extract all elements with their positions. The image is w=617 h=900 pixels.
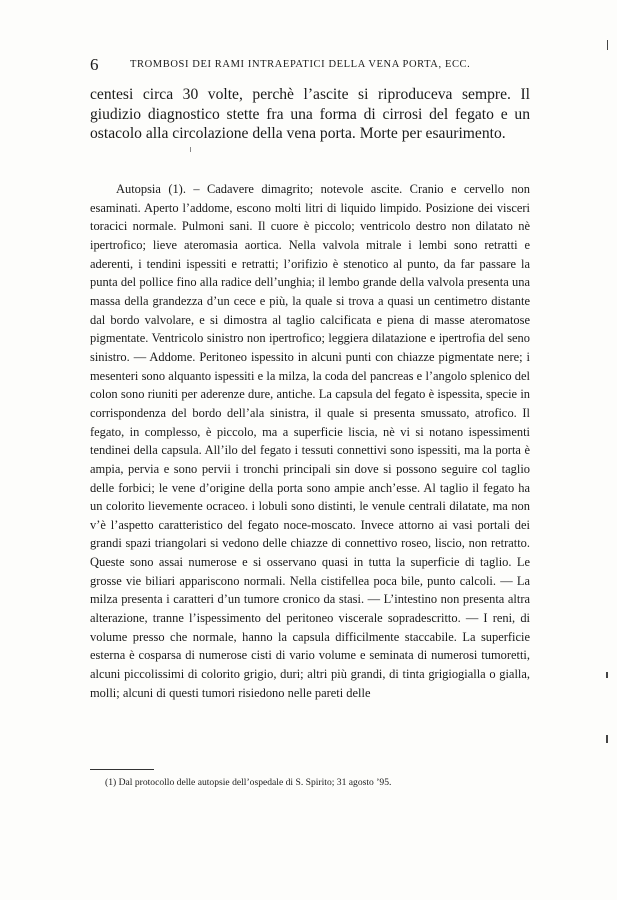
intro-paragraph: centesi circa 30 volte, perchè l’ascite si riproduceva sempre. Il giudizio diagnostico stette fra una forma di cirrosi del fegato e un ostacolo alla circolazione della vena porta. Morte per esaurimento.: [90, 86, 530, 142]
autopsy-section: [90, 180, 530, 702]
footnote-divider: [90, 769, 154, 770]
running-head: TROMBOSI DEI RAMI INTRAEPATICI DELLA VENA PORTA, ECC.: [130, 59, 471, 70]
scan-speck: [190, 147, 191, 152]
footnote: (1) Dal protocollo delle autopsie dell’ospedale di S. Spirito; 31 agosto ’95.: [105, 777, 392, 788]
page-header: [90, 55, 530, 77]
intro-paragraph-block: [90, 85, 530, 144]
scan-speck: [606, 672, 608, 678]
scan-speck: [607, 40, 608, 50]
autopsy-paragraph: Autopsia (1). – Cadavere dimagrito; notevole ascite. Cranio e cervello non esaminati. Aperto l’addome, escono molti litri di liquido limpido. Posizione dei visceri toracici normale. Pulmoni sani. Il cuore è piccolo; ventricolo destro non dilatato nè ipertrofico; lieve ateromasia aortica. Nella valvola mitrale i lembi sono retratti e aderenti, i tendini ispessiti e retratti; l’orifizio è stenotico al punto, da far passare la punta del pollice fino alla radice dell’unghia; il lembo grande della valvola presenta una massa della grandezza d’un cece e più, la quale si trova a quasi un centimetro distante dal bordo valvolare, e si dimostra al taglio calcificata e piena di masse ateromatose pigmentate. Ventricolo sinistro non ipertrofico; leggiera dilatazione e ipertrofia del seno sinistro. — Addome. Peritoneo ispessito in alcuni punti con chiazze pigmentate nere; i mesenteri sono alquanto ispessiti e la milza, la coda del pancreas e l’angolo splenico del colon sono riuniti per aderenze dure, antiche. La capsula del fegato è ispessita, specie in corrispondenza del bordo dell’ala sinistra, il quale si presenta smussato, atrofico. Il fegato, in complesso, è piccolo, ma a superficie liscia, nè vi si notano ispessimenti tendinei della capsula. All’ilo del fegato i tessuti connettivi sono ispessiti, ma la porta è ampia, pervia e sono pervii i tronchi principali sin dove si possono seguire col taglio delle forbici; le vene d’origine della porta sono ampie anch’esse. Al taglio il fegato ha un colorito lievemente ocraceo. i lobuli sono distinti, le venule centrali dilatate, ma non v’è l’aspetto caratteristico del fegato noce-moscato. Invece attorno ai vasi portali dei grandi spazi triangolari si vedono delle chiazze di connettivo roseo, liscio, non retratto. Queste sono assai numerose e si osservano quasi in tutta la superficie di taglio. Le grosse vie biliari appariscono normali. Nella cistifellea poca bile, punto calcoli. — La milza presenta i caratteri d’un tumore cronico da stasi. — L’intestino non presenta altra alterazione, tranne l’ispessimento del peritoneo viscerale sopradescritto. — I reni, di volume presso che normale, hanno la capsula difficilmente staccabile. La superficie esterna è cosparsa di numerose cisti di vario volume e seminata di numerosi tumoretti, alcuni piccolissimi di colorito grigio, duri; altri più grandi, di tinta grigiogialla o gialla, molli; alcuni di questi tumori risiedono nelle pareti delle: [90, 182, 530, 700]
page-number: 6: [90, 55, 99, 74]
scan-speck: [606, 735, 608, 743]
